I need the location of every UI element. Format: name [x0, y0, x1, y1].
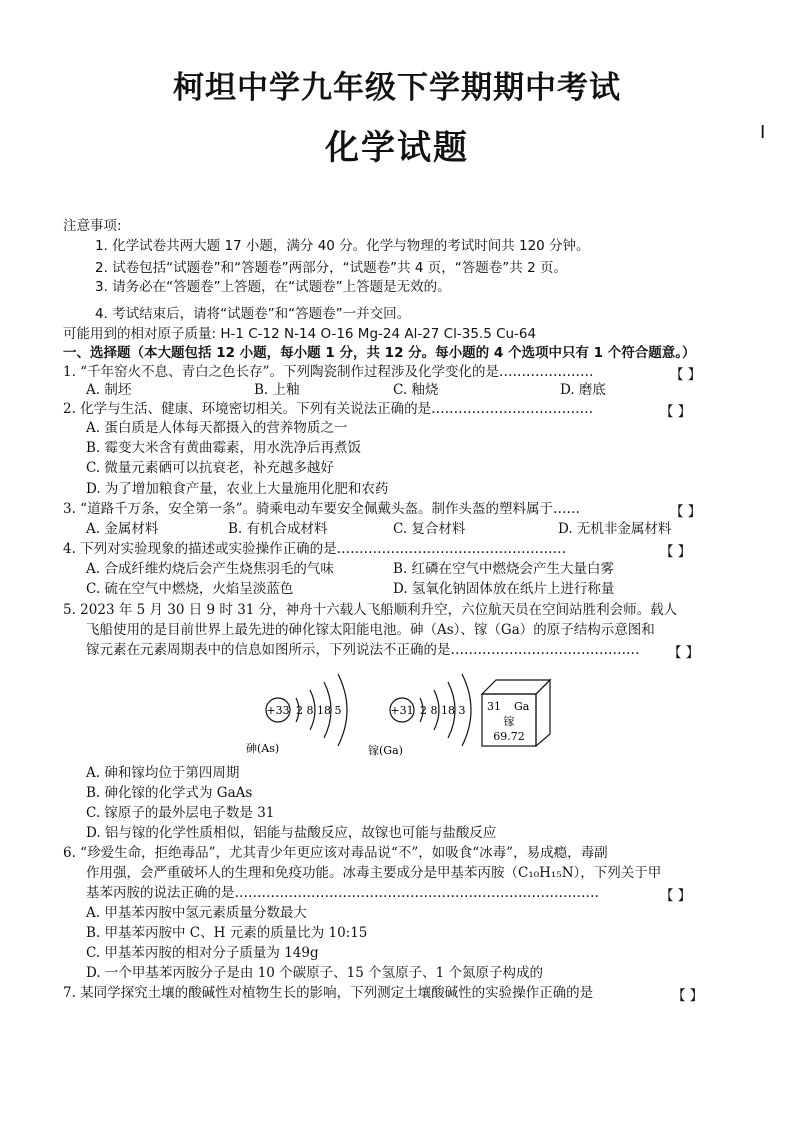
q1-option-b: B. 上釉	[254, 382, 300, 398]
notice-item-1: 1. 化学试卷共两大题 17 小题，满分 40 分。化学与物理的考试时间共 120 分钟。	[95, 238, 590, 254]
notice-item-2: 2. 试卷包括“试题卷”和“答题卷”两部分，“试题卷”共 4 页，“答题卷”共 2 页。	[95, 260, 567, 276]
q2-option-b: B. 霉变大米含有黄曲霉素，用水洗净后再煮饭	[86, 440, 362, 456]
q7-stem: 7. 某同学探究土壤的酸碱性对植物生长的影响，下列测定土壤酸碱性的实验操作正确的是	[63, 985, 594, 1001]
q1-option-a: A. 制坯	[86, 382, 132, 398]
gallium-atom-diagram	[368, 674, 471, 757]
q6-option-a: A. 甲基苯丙胺中氢元素质量分数最大	[86, 905, 307, 921]
q6-option-c: C. 甲基苯丙胺的相对分子质量为 149g	[86, 945, 319, 961]
ga-nucleus-label: +31	[390, 704, 414, 717]
q4-stem: 4. 下列对实验现象的描述或实验操作正确的是……………………………………………	[63, 541, 567, 557]
q1-option-d: D. 磨底	[560, 382, 606, 398]
q6-option-d: D. 一个甲基苯丙胺分子是由 10 个碳原子、15 个氢原子、1 个氮原子构成的	[86, 965, 544, 981]
q6-stem-line-1: 6. “珍爱生命，拒绝毒品”，尤其青少年更应该对毒品说“不”，如吸食“冰毒”，易成瘾，毒副	[63, 845, 608, 861]
q3-option-d: D. 无机非金属材料	[558, 521, 672, 537]
as-label: 砷(As)	[246, 742, 280, 755]
q5-answer-bracket: 【 】	[668, 645, 700, 661]
q2-option-c: C. 微量元素硒可以抗衰老，补充越多越好	[86, 460, 334, 476]
q4-option-c: C. 硫在空气中燃烧，火焰呈淡蓝色	[86, 581, 294, 597]
as-electron-config: 2 8 18 5	[296, 704, 342, 717]
q5-option-c: C. 镓原子的最外层电子数是 31	[86, 805, 275, 821]
q6-answer-bracket: 【 】	[660, 888, 692, 904]
q3-option-c: C. 复合材料	[393, 521, 466, 537]
notice-heading: 注意事项:	[63, 218, 122, 234]
q6-option-b: B. 甲基苯丙胺中 C、H 元素的质量比为 10:15	[86, 925, 368, 941]
atomic-masses: 可能用到的相对原子质量: H-1 C-12 N-14 O-16 Mg-24 Al-27 Cl-35.5 Cu-64	[63, 326, 537, 342]
cell-atomic-mass: 69.72	[493, 730, 525, 743]
q6-stem-line-2: 作用强，会严重破坏人的生理和免疫功能。冰毒主要成分是甲基苯丙胺（C₁₀H₁₅N），下列关于甲	[86, 865, 662, 881]
q2-option-d: D. 为了增加粮食产量，农业上大量施用化肥和农药	[86, 481, 389, 497]
q7-answer-bracket: 【 】	[672, 988, 704, 1004]
q5-stem-line-3: 镓元素在元素周期表中的信息如图所示，下列说法不正确的是……………………………………	[86, 642, 640, 658]
q1-option-c: C. 釉烧	[393, 382, 439, 398]
section-heading: 一、选择题（本大题包括 12 小题，每小题 1 分，共 12 分。每小题的 4 个选项中只有 1 个符合题意。）	[63, 345, 696, 361]
q5-stem-line-1: 5. 2023 年 5 月 30 日 9 时 31 分，神舟十六载人飞船顺利升空，六位航天员在空间站胜利会师。载人	[63, 602, 678, 618]
q2-option-a: A. 蛋白质是人体每天都摄入的营养物质之一	[86, 420, 348, 436]
q4-option-d: D. 氢氧化钠固体放在纸片上进行称量	[393, 581, 615, 597]
q5-stem-line-2: 飞船使用的是目前世界上最先进的砷化镓太阳能电池。砷（As）、镓（Ga）的原子结构示意图和	[86, 622, 655, 638]
notice-item-3: 3. 请务必在“答题卷”上答题，在“试题卷”上答题是无效的。	[95, 279, 451, 295]
q4-answer-bracket: 【 】	[660, 544, 692, 560]
cell-element-name: 镓	[503, 715, 515, 728]
margin-mark: I	[760, 122, 766, 143]
q4-option-a: A. 合成纤维灼烧后会产生烧焦羽毛的气味	[86, 561, 334, 577]
notice-item-4: 4. 考试结束后，请将“试题卷”和“答题卷”一并交回。	[95, 306, 411, 322]
q5-option-a: A. 砷和镓均位于第四周期	[86, 765, 240, 781]
q2-answer-bracket: 【 】	[660, 404, 692, 420]
q5-option-b: B. 砷化镓的化学式为 GaAs	[86, 785, 253, 801]
q1-stem: 1. “千年窑火不息、青白之色长存”。下列陶瓷制作过程涉及化学变化的是…………………	[63, 364, 594, 380]
cell-symbol: Ga	[514, 700, 530, 713]
q3-option-a: A. 金属材料	[86, 521, 159, 537]
cell-atomic-number: 31	[487, 700, 501, 713]
arsenic-atom-diagram	[246, 674, 347, 755]
q3-option-b: B. 有机合成材料	[228, 521, 328, 537]
q5-option-d: D. 铝与镓的化学性质相似，铝能与盐酸反应，故镓也可能与盐酸反应	[86, 825, 497, 841]
q4-option-b: B. 红磷在空气中燃烧会产生大量白雾	[393, 561, 615, 577]
ga-electron-config: 2 8 18 3	[420, 704, 466, 717]
as-nucleus-label: +33	[266, 704, 290, 717]
q3-stem: 3. “道路千万条，安全第一条”。骑乘电动车要安全佩戴头盔。制作头盔的塑料属于……	[63, 501, 580, 517]
exam-title: 柯坦中学九年级下学期期中考试	[173, 70, 621, 106]
q6-stem-line-3: 基苯丙胺的说法正确的是………………………………………………………………………	[86, 885, 599, 901]
ga-label: 镓(Ga)	[368, 744, 403, 757]
periodic-table-cell	[478, 676, 554, 748]
subject-title: 化学试题	[325, 128, 469, 168]
q2-stem: 2. 化学与生活、健康、环境密切相关。下列有关说法正确的是………………………………	[63, 401, 594, 417]
q3-answer-bracket: 【 】	[670, 504, 702, 520]
q1-answer-bracket: 【 】	[670, 367, 702, 383]
